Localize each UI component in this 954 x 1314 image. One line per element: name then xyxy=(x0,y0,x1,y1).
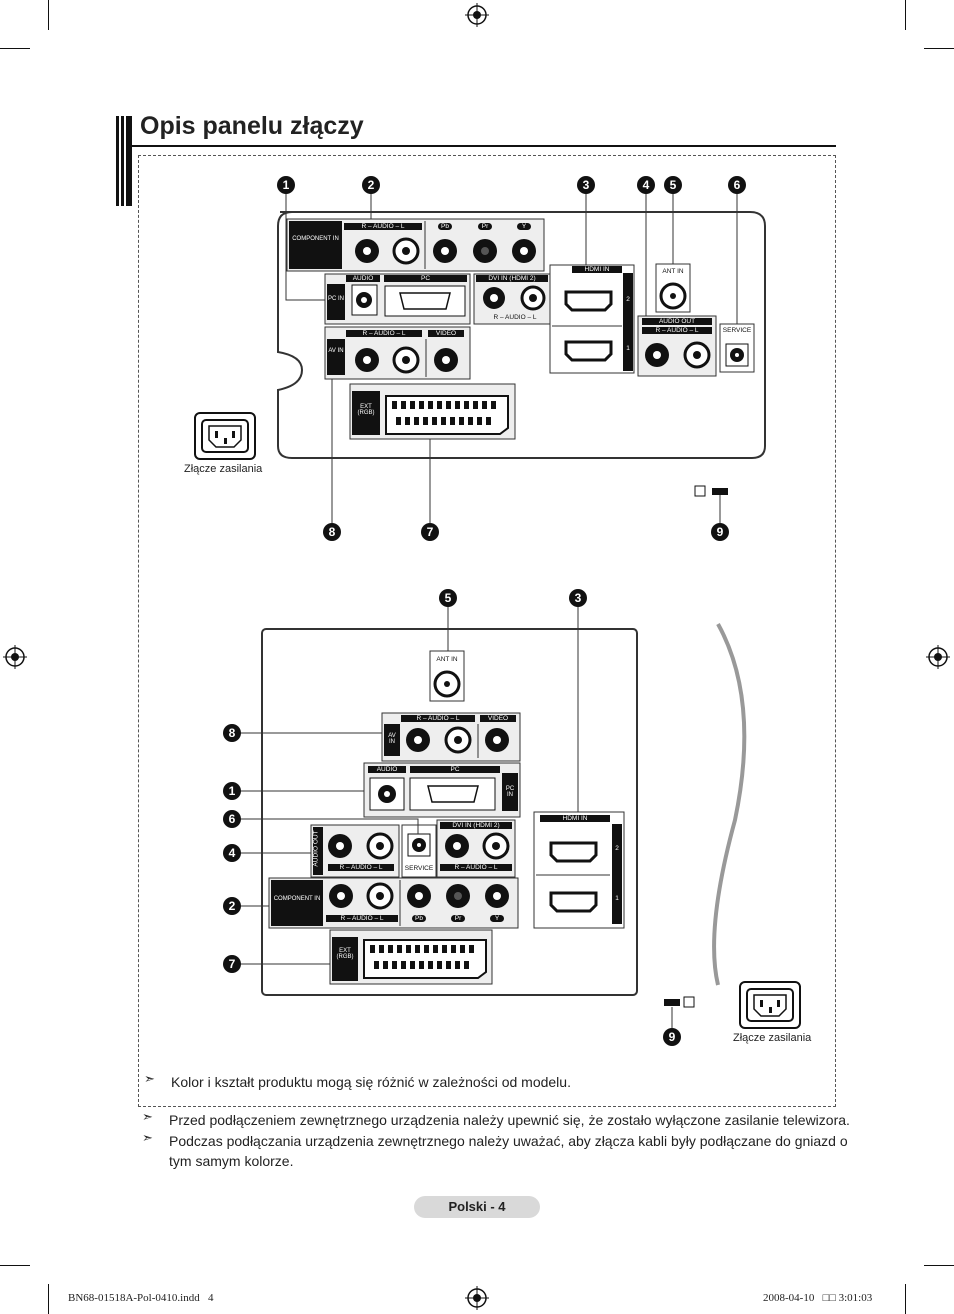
power-caption: Złącze zasilania xyxy=(733,1032,812,1044)
av-audio-label: R – AUDIO – L xyxy=(346,330,422,337)
callout-2: 2 xyxy=(223,897,241,915)
ext-rgb-label: EXT (RGB) xyxy=(336,948,354,960)
pr-label: Pr xyxy=(451,915,465,922)
callout-9: 9 xyxy=(711,523,729,541)
note-bullet-icon: ➣ xyxy=(144,1071,155,1086)
audio-label: AUDIO xyxy=(346,275,380,282)
note-model-variance: Kolor i kształt produktu mogą się różnić w zależności od modelu. xyxy=(171,1074,571,1090)
bottom-panel-diagram xyxy=(0,560,954,1060)
pc-in-label: PC IN xyxy=(328,296,345,302)
pc-in-label: PC IN xyxy=(505,786,515,798)
callout-5: 5 xyxy=(664,176,682,194)
component-audio-label: R – AUDIO – L xyxy=(326,915,398,922)
note-color-match: Podczas podłączania urządzenia zewnętrznego należy uważać, aby złącza kabli były podłączane do gniazd o xyxy=(169,1133,848,1149)
audio-out-rl-label: R – AUDIO – L xyxy=(328,864,394,871)
callout-9: 9 xyxy=(663,1028,681,1046)
crop-mark xyxy=(0,1265,30,1266)
ext-rgb-label: EXT (RGB) xyxy=(357,404,375,416)
pc-label: PC xyxy=(384,275,467,282)
av-audio-label: R – AUDIO – L xyxy=(401,715,475,722)
ant-in-label: ANT IN xyxy=(662,268,684,275)
component-in-label: COMPONENT IN xyxy=(273,896,321,902)
audio-rl-label: R – AUDIO – L xyxy=(344,223,422,230)
av-in-label: AV IN xyxy=(388,733,396,745)
hdmi-in-label: HDMI IN xyxy=(572,266,622,273)
hdmi-1-label: 1 xyxy=(626,345,630,352)
service-label: SERVICE xyxy=(722,327,752,334)
video-label: VIDEO xyxy=(480,715,516,722)
hdmi-2-label: 2 xyxy=(626,296,630,303)
power-caption: Złącze zasilania xyxy=(184,463,263,475)
dvi-audio-label: R – AUDIO – L xyxy=(493,314,537,321)
callout-3: 3 xyxy=(577,176,595,194)
crop-mark xyxy=(905,1284,906,1314)
pc-label: PC xyxy=(410,766,500,773)
hdmi-2-label: 2 xyxy=(615,845,619,852)
dvi-in-label: DVI IN (HDMI 2) xyxy=(476,275,548,282)
hdmi-in-label: HDMI IN xyxy=(540,815,610,822)
pb-label: Pb xyxy=(412,915,426,922)
audio-out-rl-label: R – AUDIO – L xyxy=(642,327,712,334)
audio-out-label: AUDIO OUT xyxy=(312,830,320,867)
note-color-match-cont: tym samym kolorze. xyxy=(169,1153,294,1169)
callout-1: 1 xyxy=(223,782,241,800)
date-info: 2008-04-10 □□ 3:01:03 xyxy=(763,1292,873,1304)
crop-mark xyxy=(48,1284,49,1314)
callout-6: 6 xyxy=(728,176,746,194)
pb-label: Pb xyxy=(438,223,452,230)
callout-6: 6 xyxy=(223,810,241,828)
callout-8: 8 xyxy=(323,523,341,541)
callout-2: 2 xyxy=(362,176,380,194)
note-power-off: Przed podłączeniem zewnętrznego urządzenia należy upewnić się, że zostało wyłączone zasilanie telewizora. xyxy=(169,1112,850,1128)
audio-label: AUDIO xyxy=(368,766,406,773)
note-bullet-icon: ➣ xyxy=(142,1130,153,1145)
component-in-label: COMPONENT IN xyxy=(292,236,339,242)
callout-8: 8 xyxy=(223,724,241,742)
crop-mark xyxy=(924,1265,954,1266)
dvi-audio-label: R – AUDIO – L xyxy=(440,864,512,871)
pr-label: Pr xyxy=(478,223,492,230)
callout-3: 3 xyxy=(569,589,587,607)
callout-7: 7 xyxy=(421,523,439,541)
hdmi-1-label: 1 xyxy=(615,895,619,902)
page-number-pill: Polski - 4 xyxy=(414,1196,540,1218)
service-label: SERVICE xyxy=(404,865,434,872)
callout-7: 7 xyxy=(223,955,241,973)
callout-5: 5 xyxy=(439,589,457,607)
callout-4: 4 xyxy=(223,844,241,862)
callout-1: 1 xyxy=(277,176,295,194)
dvi-in-label: DVI IN (HDMI 2) xyxy=(440,822,512,829)
y-label: Y xyxy=(517,223,531,230)
y-label: Y xyxy=(490,915,504,922)
page-title: Opis panelu złączy xyxy=(140,112,364,140)
note-bullet-icon: ➣ xyxy=(142,1109,153,1124)
callout-4: 4 xyxy=(637,176,655,194)
registration-mark-icon xyxy=(465,1286,489,1310)
ant-in-label: ANT IN xyxy=(436,656,458,663)
audio-out-label: AUDIO OUT xyxy=(642,318,712,325)
file-info: BN68-01518A-Pol-0410.indd 4 xyxy=(68,1292,214,1304)
av-in-label: AV IN xyxy=(328,348,344,354)
video-label: VIDEO xyxy=(428,330,464,337)
